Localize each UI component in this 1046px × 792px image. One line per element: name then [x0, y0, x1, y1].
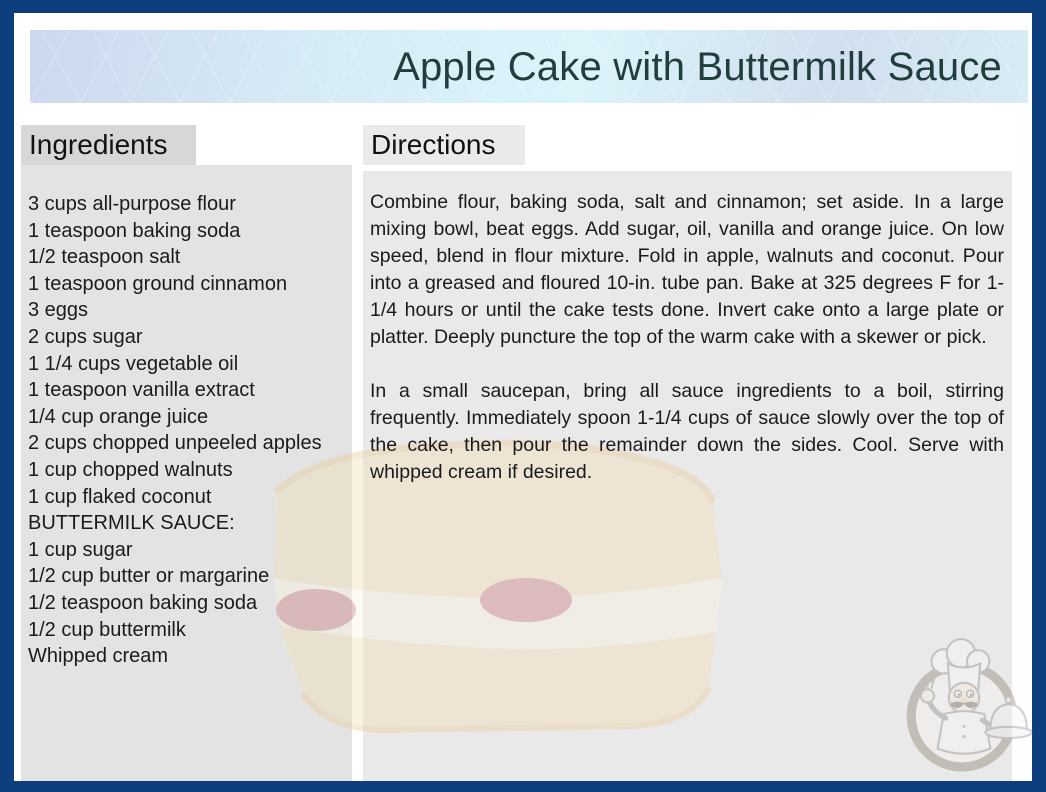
ingredient-item: 1 teaspoon vanilla extract	[28, 379, 255, 402]
page-title: Apple Cake with Buttermilk Sauce	[393, 45, 1002, 89]
ingredient-item: 1 cup chopped walnuts	[28, 458, 233, 481]
title-banner	[30, 30, 1028, 103]
ingredient-item: 1/4 cup orange juice	[28, 405, 209, 428]
ingredients-heading-box	[21, 125, 196, 165]
frame-border-bottom	[0, 781, 1046, 792]
ingredient-item: Whipped cream	[28, 645, 169, 668]
ingredient-item: 2 cups chopped unpeeled apples	[28, 432, 322, 455]
chef-badge-icon	[893, 633, 1035, 775]
ingredient-item: 1 cup sugar	[28, 538, 133, 561]
directions-paragraph: In a small saucepan, bring all sauce ingredients to a boil, stirring frequently. Immediately spoon 1-1/4 cups of sauce slowly over the top of the cake, then pour the remainder down the sides. Cool. Serve with whipped cream if desired.	[370, 380, 1004, 483]
ingredient-item-sauce-header: BUTTERMILK SAUCE:	[28, 512, 235, 535]
directions-heading: Directions	[371, 129, 496, 160]
directions-text	[363, 171, 1012, 486]
ingredient-item: 1 cup flaked coconut	[28, 485, 212, 508]
ingredient-item: 1/2 cup butter or margarine	[28, 565, 270, 588]
ingredients-list	[21, 165, 352, 670]
ingredient-item: 2 cups sugar	[28, 325, 143, 348]
frame-border-left	[0, 0, 14, 792]
ingredient-item: 1/2 cup buttermilk	[28, 618, 186, 641]
directions-heading-box	[363, 125, 525, 165]
ingredient-item: 1 teaspoon baking soda	[28, 219, 241, 242]
ingredient-item: 1/2 teaspoon baking soda	[28, 591, 258, 614]
ingredients-heading: Ingredients	[29, 129, 168, 160]
ingredient-item: 1 1/4 cups vegetable oil	[28, 352, 239, 375]
ingredient-item: 1 teaspoon ground cinnamon	[28, 272, 288, 295]
directions-paragraph: Combine flour, baking soda, salt and cinnamon; set aside. In a large mixing bowl, beat eggs. Add sugar, oil, vanilla and orange juice. On low speed, blend in flour mixture. Fold in apple, walnuts and coconut. Pour into a greased and floured 10-in. tube pan. Bake at 325 degrees F for 1-1/4 hours or until the cake tests done. Invert cake onto a large plate or platter. Deeply puncture the top of the warm cake with a skewer or pick.	[370, 191, 1004, 348]
ingredient-item: 3 cups all-purpose flour	[28, 193, 236, 215]
ingredient-item: 3 eggs	[28, 299, 89, 322]
ingredient-item: 1/2 teaspoon salt	[28, 246, 181, 269]
frame-border-top	[0, 0, 1046, 13]
